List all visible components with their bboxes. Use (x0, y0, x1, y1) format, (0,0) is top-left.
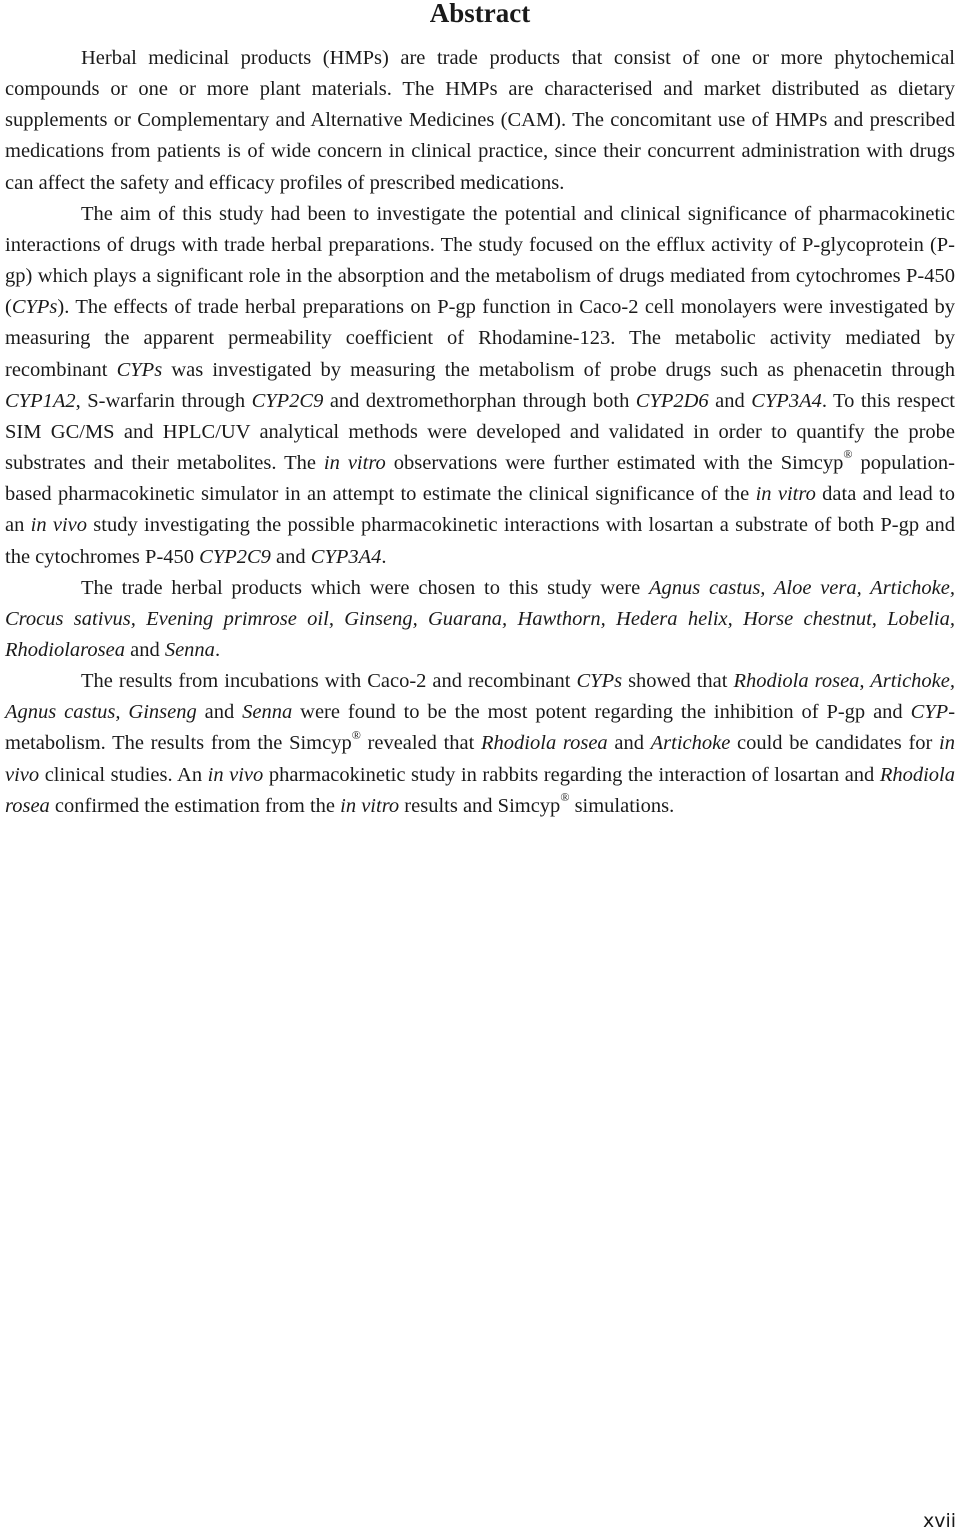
italic-term: in vivo (207, 763, 264, 786)
text-run: The trade herbal products which were chosen to this study were (81, 576, 650, 599)
text-run: The results from incubations with Caco-2 and recombinant (81, 670, 577, 693)
italic-term: Senna (164, 638, 215, 661)
text-run: was investigated by measuring the metabolism of probe drugs such as phenacetin through (162, 358, 955, 381)
italic-term: Rhodiola rosea (481, 732, 608, 755)
italic-term: CYPs (576, 670, 623, 693)
italic-term: Senna (242, 701, 293, 724)
italic-term: in vivo (30, 514, 88, 537)
italic-term: Rhodiola rosea, Artichoke, Agnus castus, Ginseng (5, 670, 956, 724)
abstract-paragraph (5, 573, 955, 666)
abstract-paragraph (5, 199, 955, 573)
text-run: , S-warfarin through (75, 389, 252, 412)
registered-mark: ® (351, 727, 361, 742)
text-run: were found to be the most potent regarding the inhibition of P-gp and (292, 701, 911, 724)
text-run: results and Simcyp (399, 794, 561, 817)
italic-term: Agnus castus, Aloe vera, Artichoke, Crocus sativus, Evening primrose oil, Ginseng, Guarana, Hawthorn, Hedera helix, Horse chestnut, Lobelia, Rhodiolarosea (5, 576, 955, 661)
italic-term: CYP1A2 (5, 389, 76, 412)
text-run: study investigating the possible pharmacokinetic interactions with losartan a substrate of both P-gp and the cytochromes P-450 (5, 514, 955, 568)
italic-term: CYP2C9 (251, 389, 324, 412)
abstract-paragraph (5, 666, 955, 822)
abstract-body (5, 43, 955, 822)
text-run: simulations. (569, 794, 675, 817)
italic-term: in vitro (755, 483, 816, 506)
italic-term: in vitro (340, 794, 400, 817)
text-run: . To this respect SIM GC/MS and HPLC/UV analytical methods were developed and validated in order to quantify the probe substrates and their metabolites. The (5, 389, 955, 475)
italic-term: CYP2C9 (199, 545, 271, 568)
italic-term: CYP3A4 (310, 545, 382, 568)
text-run: pharmacokinetic study in rabbits regarding the interaction of losartan and (263, 763, 880, 786)
text-run: Herbal medicinal products (HMPs) are trade products that consist of one or more phytochemical compounds or one or more plant materials. The HMPs are characterised and market distributed as dietary supplements or Complementary and Alternative Medicines (CAM). The concomitant use of HMPs and prescribed medications from patients is of wide concern in clinical practice, since their concurrent administration with drugs can affect the safety and efficacy profiles of prescribed medications. (5, 47, 955, 194)
text-run: showed that (622, 670, 734, 693)
text-run: and dextromethorphan through both (323, 389, 636, 412)
italic-term: Artichoke (650, 732, 731, 755)
text-run: confirmed the estimation from the (49, 794, 341, 817)
italic-term: CYP3A4 (751, 389, 822, 412)
text-run: and (607, 732, 651, 755)
text-run: and (196, 701, 243, 724)
italic-term: Rhodiola rosea (5, 763, 956, 817)
text-run: The aim of this study had been to investigate the potential and clinical significance of pharmacokinetic interactions of drugs with trade herbal preparations. The study focused on the efflux activity of P-glycoprotein (P-gp) which plays a significant role in the absorption and the metabolism of drugs mediated from cytochromes P-450 ( (5, 202, 955, 319)
text-run: revealed that (360, 732, 482, 755)
italic-term: CYPs (11, 296, 58, 319)
text-run: observations were further estimated with the Simcyp (385, 452, 844, 475)
italic-term: in vitro (323, 452, 386, 475)
italic-term: CYP (910, 701, 949, 724)
page-number: xvii (922, 1510, 956, 1532)
text-run: . (381, 545, 387, 568)
text-run: could be candidates for (730, 732, 940, 755)
text-run: population-based pharmacokinetic simulator in an attempt to estimate the clinical significance of the (5, 452, 955, 506)
abstract-paragraph (5, 43, 955, 199)
registered-mark: ® (560, 789, 570, 804)
italic-term: CYPs (116, 358, 163, 381)
page-title: Abstract (429, 0, 531, 28)
text-run: and (270, 545, 311, 568)
text-run: clinical studies. An (39, 763, 208, 786)
italic-term: CYP2D6 (635, 389, 709, 412)
text-run: ). The effects of trade herbal preparations on P-gp function in Caco-2 cell monolayers were investigated by measuring the apparent permeability coefficient of Rhodamine-123. The metabolic activity mediated by recombinant (5, 296, 955, 381)
registered-mark: ® (843, 447, 853, 462)
text-run: . (214, 638, 221, 661)
text-run: data and lead to an (5, 483, 955, 537)
text-run: and (124, 638, 165, 661)
text-run: and (708, 389, 752, 412)
text-run: -metabolism. The results from the Simcyp (5, 701, 956, 755)
italic-term: in vivo (5, 732, 955, 786)
